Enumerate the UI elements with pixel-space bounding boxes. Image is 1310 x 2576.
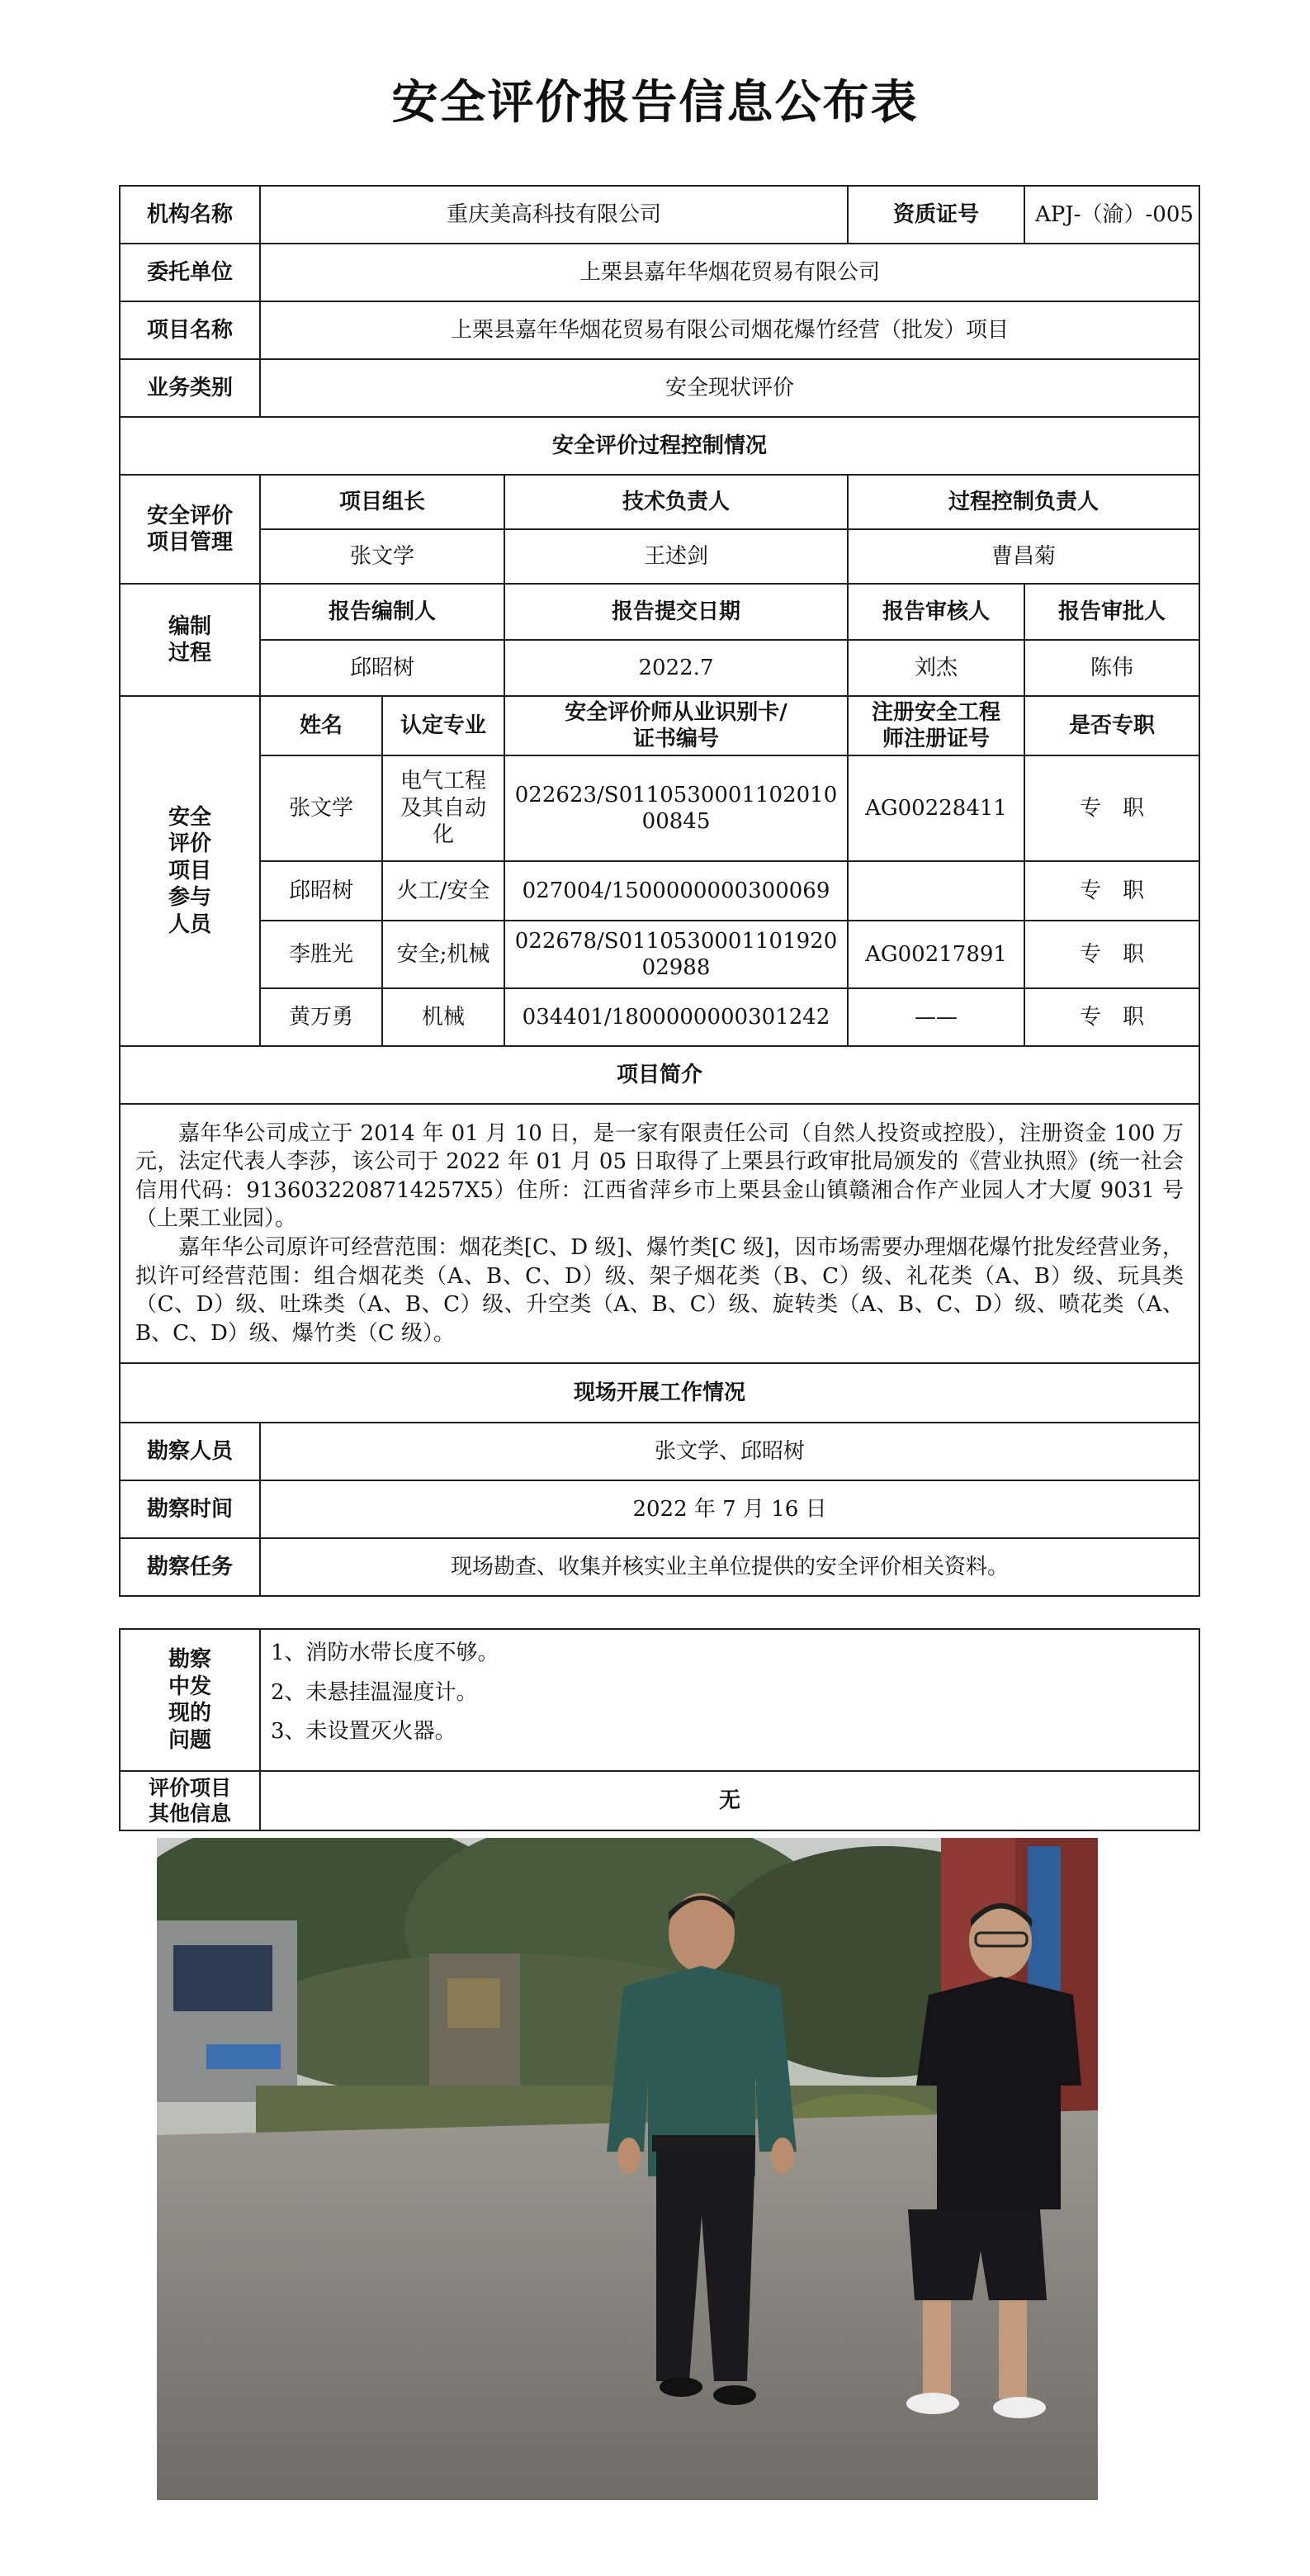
- table-row: [120, 755, 1199, 861]
- main-info-table: [119, 185, 1200, 1597]
- project-value: 上栗县嘉年华烟花贸易有限公司烟花爆竹经营（批发）项目: [260, 301, 1199, 359]
- issues-list: [260, 1629, 1199, 1771]
- staff-name: 李胜光: [260, 921, 382, 988]
- staff-header-name: 姓名: [260, 696, 382, 755]
- mgmt-label: 安全评价 项目管理: [120, 475, 260, 584]
- staff-reg: AG00228411: [848, 755, 1024, 861]
- staff-header-cert: 安全评价师从业识别卡/ 证书编号: [504, 696, 848, 755]
- leader-label: 项目组长: [260, 475, 504, 529]
- list-item: 3、未设置灭火器。: [271, 1719, 456, 1745]
- client-value: 上栗县嘉年华烟花贸易有限公司: [260, 244, 1199, 301]
- staff-header-major: 认定专业: [382, 696, 504, 755]
- approver-value: 陈伟: [1024, 640, 1199, 696]
- staff-reg: [848, 861, 1024, 921]
- other-info-label: 评价项目 其他信息: [120, 1771, 260, 1830]
- org-value: 重庆美高科技有限公司: [260, 186, 848, 244]
- staff-name: 张文学: [260, 755, 382, 861]
- project-label: 项目名称: [120, 301, 260, 359]
- staff-major: 机械: [382, 988, 504, 1046]
- table-row: [120, 861, 1199, 921]
- issues-table: [119, 1628, 1200, 1831]
- staff-cert: 022623/S011053000110201000845: [504, 755, 848, 861]
- staff-fulltime: 专 职: [1024, 861, 1199, 921]
- staff-header-fulltime: 是否专职: [1024, 696, 1199, 755]
- site-staff-label: 勘察人员: [120, 1423, 260, 1480]
- staff-reg: ——: [848, 988, 1024, 1046]
- staff-name: 邱昭树: [260, 861, 382, 921]
- reviewer-label: 报告审核人: [848, 584, 1024, 640]
- writer-label: 报告编制人: [260, 584, 504, 640]
- org-label: 机构名称: [120, 186, 260, 244]
- staff-major: 火工/安全: [382, 861, 504, 921]
- list-item: 1、消防水带长度不够。: [271, 1641, 499, 1665]
- leader-value: 张文学: [260, 529, 504, 584]
- reviewer-value: 刘杰: [848, 640, 1024, 696]
- staff-fulltime: 专 职: [1024, 988, 1199, 1046]
- intro-paragraph-2: 嘉年华公司原许可经营范围：烟花类[C、D 级]、爆竹类[C 级]，因市场需要办理烟花爆竹批发经营业务，拟许可经营范围：组合烟花类（A、B、C、D）级、架子烟花类（B、C）级、礼花类（A、B）级、玩具类（C、D）级、吐珠类（A、B、C）级、升空类（A、B、C）级、旋转类（A、B、C、D）级、喷花类（A、B、C、D）级、爆竹类（C 级）。: [135, 1235, 1185, 1346]
- staff-fulltime: 专 职: [1024, 921, 1199, 988]
- site-time-label: 勘察时间: [120, 1480, 260, 1538]
- process-section-title: 安全评价过程控制情况: [120, 417, 1199, 475]
- compile-label: 编制 过程: [120, 584, 260, 696]
- writer-value: 邱昭树: [260, 640, 504, 696]
- site-staff-value: 张文学、邱昭树: [260, 1423, 1199, 1480]
- staff-reg: AG00217891: [848, 921, 1024, 988]
- staff-section-label: 安全 评价 项目 参与 人员: [120, 696, 260, 1046]
- table-row: [120, 988, 1199, 1046]
- ctrl-value: 曹昌菊: [848, 529, 1199, 584]
- staff-cert: 027004/1500000000300069: [504, 861, 848, 921]
- intro-body: [120, 1104, 1199, 1363]
- tech-value: 王述剑: [504, 529, 848, 584]
- staff-header-reg: 注册安全工程 师注册证号: [848, 696, 1024, 755]
- approver-label: 报告审批人: [1024, 584, 1199, 640]
- staff-cert: 034401/1800000000301242: [504, 988, 848, 1046]
- page-title: 安全评价报告信息公布表: [391, 76, 919, 130]
- type-value: 安全现状评价: [260, 359, 1199, 417]
- staff-fulltime: 专 职: [1024, 755, 1199, 861]
- intro-section-title: 项目简介: [120, 1046, 1199, 1104]
- date-value: 2022.7: [504, 640, 848, 696]
- cert-value: APJ-（渝）-005: [1024, 186, 1199, 244]
- site-photo: [157, 1838, 1098, 2500]
- cert-label: 资质证号: [848, 186, 1024, 244]
- client-label: 委托单位: [120, 244, 260, 301]
- table-row: [120, 921, 1199, 988]
- list-item: 2、未悬挂温湿度计。: [271, 1679, 478, 1705]
- issues-label: 勘察 中发 现的 问题: [120, 1629, 260, 1771]
- site-task-label: 勘察任务: [120, 1538, 260, 1596]
- site-task-value: 现场勘查、收集并核实业主单位提供的安全评价相关资料。: [260, 1538, 1199, 1596]
- staff-cert: 022678/S011053000110192002988: [504, 921, 848, 988]
- staff-major: 电气工程 及其自动 化: [382, 755, 504, 861]
- staff-name: 黄万勇: [260, 988, 382, 1046]
- tech-label: 技术负责人: [504, 475, 848, 529]
- site-time-value: 2022 年 7 月 16 日: [260, 1480, 1199, 1538]
- type-label: 业务类别: [120, 359, 260, 417]
- intro-paragraph-1: 嘉年华公司成立于 2014 年 01 月 10 日，是一家有限责任公司（自然人投资或控股），注册资金 100 万元，法定代表人李莎，该公司于 2022 年 01 月 05 日取得了上栗县行政审批局颁发的《营业执照》(统一社会信用代码：9136032208714257X5）住所：江西省萍乡市上栗县金山镇赣湘合作产业园人才大厦 9031 号（上栗工业园）。: [135, 1120, 1185, 1232]
- ctrl-label: 过程控制负责人: [848, 475, 1199, 529]
- staff-major: 安全;机械: [382, 921, 504, 988]
- other-info-value: 无: [260, 1771, 1199, 1830]
- date-label: 报告提交日期: [504, 584, 848, 640]
- site-section-title: 现场开展工作情况: [120, 1363, 1199, 1423]
